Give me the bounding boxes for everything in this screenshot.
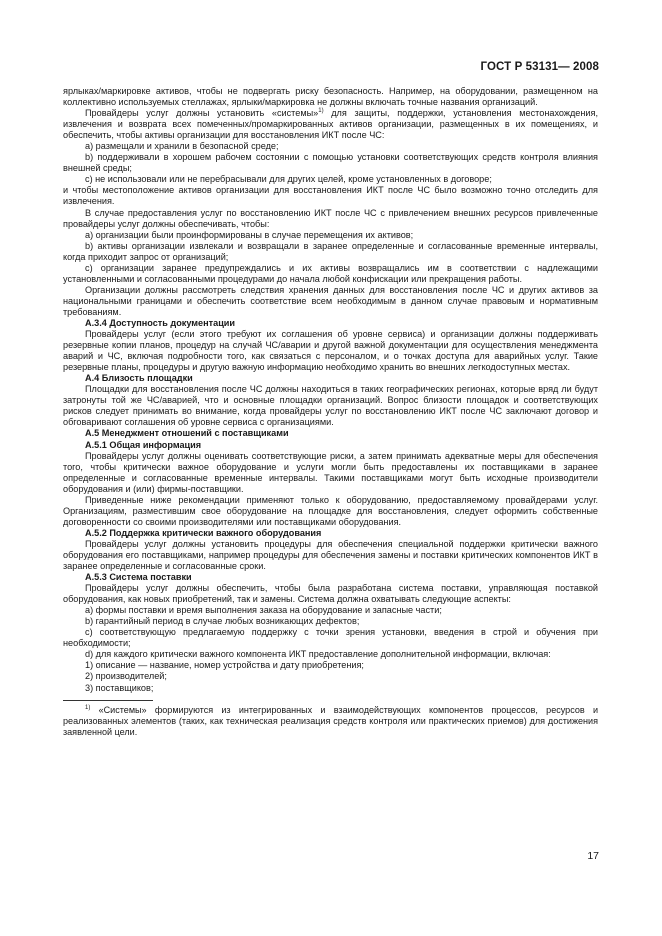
sub-list-item: 3) поставщиков; [85, 682, 154, 693]
footnote [63, 705, 598, 738]
list-item: а) размещали и хранили в безопасной среде; [85, 141, 279, 152]
list-item: a) организации были проинформированы в случае перемещения их активов; [85, 229, 414, 240]
section-heading: А.3.4 Доступность документации [85, 317, 236, 328]
paragraph: Провайдеры услуг (если этого требуют их соглашения об уровне сервиса) и организации должны поддерживать резервные копии планов, процедур на случай ЧС/аварии и другой важной документации для осуществления менеджмента аварий и ЧС, включая подробности того, как связаться с персоналом, и о точках доступа для аварийных услуг. Такие резервные планы, процедуры и другую важную информацию необходимо хранить во внешних легкодоступных местах. [63, 329, 598, 373]
paragraph [63, 108, 598, 141]
sub-list-item: 1) описание — название, номер устройства и дату приобретения; [85, 660, 364, 671]
paragraph: Площадки для восстановления после ЧС должны находиться в таких географических регионах, которые вряд ли будут затронуты той же ЧС/аварией, что и основные площадки организаций. Вопрос близости площадок и соответствующих рисков следует принимать во внимание, когда провайдеры услуг по восстановлению ИКТ после ЧС заключают договор и обговаривают соглашения об уровне сервиса с организациями. [63, 384, 598, 428]
list-item: d) для каждого критически важного компонента ИКТ предоставление дополнительной информации, включая: [85, 649, 551, 660]
paragraph: Провайдеры услуг должны установить процедуры для обеспечения специальной поддержки критически важного оборудования его поставщиками, например процедуры для обеспечения замены и поставки критических компонентов ИКТ в заранее определенные и согласованные сроки. [63, 538, 598, 572]
paragraph: Организации должны рассмотреть следствия хранения данных для восстановления после ЧС и других активов за национальными границами и обеспечить соответствие всем необходимым в данном случае правовым и нормативным требованиям. [63, 284, 598, 317]
sub-list-item: 2) производителей; [85, 671, 167, 682]
list-item: c) организации заранее предупреждались и их активы возвращались им в соответствии с надлежащими установленными и согласованными процедурами до начала любой конфискации или прекращения работы. [63, 262, 598, 284]
section-heading: А.5.3 Система поставки [85, 572, 192, 583]
paragraph: Приведенные ниже рекомендации применяют только к оборудованию, предоставляемому провайдерами услуг. Организациям, разместившим свое оборудование на площадке для восстановления, следует оформить собственные договоренности со своими производителями или поставщиками оборудования. [63, 494, 598, 527]
footnote-mark: 1) [85, 704, 91, 711]
paragraph-text: Провайдеры услуг должны установить «системы» [85, 108, 319, 119]
footnote-divider [63, 700, 153, 701]
paragraph-text: для защиты, поддержки, установления местонахождения, извлечения и возврата всех помеченных/промаркированных активов организации, размещенных в их помещениях, и обеспечить, чтобы активы организации для восстановления ИКТ после ЧС: [63, 108, 598, 141]
page-number: 17 [587, 850, 599, 862]
paragraph: Провайдеры услуг должны оценивать соответствующие риски, а затем принимать адекватные меры для обеспечения того, чтобы критически важное оборудование и услуги могли быть предоставлены их поставщиками в заранее определенные и согласованные временные интервалы. Такими поставщиками могут быть исходные производители оборудования и (или) фирмы-поставщики. [63, 450, 598, 494]
paragraph: В случае предоставления услуг по восстановлению ИКТ после ЧС с привлечением внешних ресурсов привлеченные провайдеры услуг должны обеспечивать, чтобы: [63, 207, 598, 229]
section-heading: А.5.1 Общая информация [85, 439, 202, 450]
paragraph: Провайдеры услуг должны обеспечить, чтобы была разработана система поставки, управляющая поставкой оборудования, как новых приобретений, так и замены. Система должна охватывать следующие аспекты: [63, 583, 598, 605]
list-item: c) соответствующую предлагаемую поддержку с точки зрения установки, введения в строй и обучения при необходимости; [63, 627, 598, 649]
page-body [63, 86, 598, 738]
section-heading: А.5 Менеджмент отношений с поставщиками [85, 428, 289, 439]
list-item: a) формы поставки и время выполнения заказа на оборудование и запасные части; [85, 605, 442, 616]
paragraph: и чтобы местоположение активов организации для восстановления ИКТ после ЧС было возможно точно отследить для извлечения. [63, 185, 598, 207]
footnote-text [63, 705, 598, 738]
document-id-header: ГОСТ Р 53131— 2008 [480, 61, 599, 73]
list-item: b) гарантийный период в случае любых возникающих дефектов; [85, 616, 360, 627]
list-item: b) поддерживали в хорошем рабочем состоянии с помощью установки соответствующих средств контроля влияния внешней среды; [63, 152, 598, 174]
footnote-body: «Системы» формируются из интегрированных и взаимодействующих компонентов процессов, ресурсов и реализованных элементов (таких, как техническая реализация средств контроля или практических приемов) для достижения заявленной цели. [63, 704, 598, 737]
list-item: b) активы организации извлекали и возвращали в заранее определенные и согласованные временные интервалы, когда приходит запрос от организаций; [63, 240, 598, 262]
section-heading: А.4 Близость площадки [85, 373, 193, 384]
list-item: c) не использовали или не перебрасывали для других целей, кроме установленных в договоре; [85, 174, 492, 185]
paragraph: ярлыках/маркировке активов, чтобы не подвергать риску безопасность. Например, на оборудовании, размещенном на коллективно используемых стеллажах, ярлыки/маркировка не должны включать точные названия организаций. [63, 86, 598, 108]
section-heading: А.5.2 Поддержка критически важного оборудования [85, 527, 322, 538]
footnote-ref: 1) [318, 108, 324, 115]
